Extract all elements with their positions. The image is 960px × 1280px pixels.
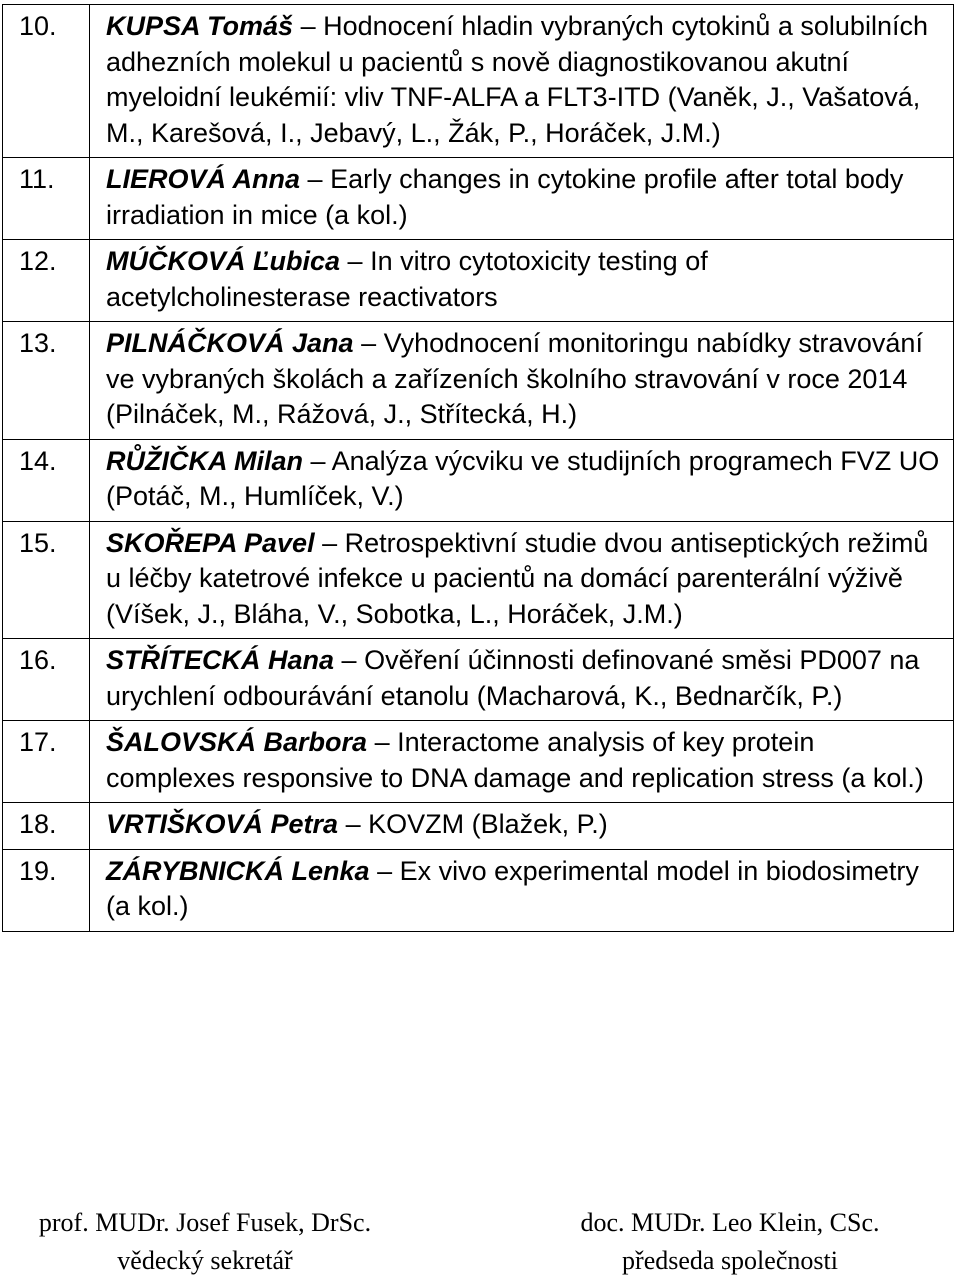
table-row xyxy=(3,240,954,322)
table-row xyxy=(3,721,954,803)
entry-number: 14. xyxy=(3,439,90,521)
program-table xyxy=(2,4,954,932)
entry-author: SKOŘEPA Pavel xyxy=(106,527,315,558)
signature-right-name: doc. MUDr. Leo Klein, CSc. xyxy=(580,1208,880,1237)
entry-text xyxy=(90,849,954,931)
entry-number: 13. xyxy=(3,322,90,440)
signature-right-role: předseda společnosti xyxy=(622,1246,838,1275)
entry-title: Ověření účinnosti definované směsi PD007 na urychlení odbourávání etanolu (Macharová, K., Bednarčík, P.) xyxy=(106,645,920,711)
entry-title: Interactome analysis of key protein complexes responsive to DNA damage and replication stress (a kol.) xyxy=(106,727,924,793)
entry-text xyxy=(90,639,954,721)
entry-text xyxy=(90,439,954,521)
entry-text xyxy=(90,521,954,639)
entry-title: In vitro cytotoxicity testing of acetylcholinesterase reactivators xyxy=(106,246,708,312)
table-row xyxy=(3,439,954,521)
entry-title: Vyhodnocení monitoringu nabídky stravování ve vybraných školách a zařízeních školního stravování v roce 2014 (Pilnáček, M., Rážová, J., Střítecká, H.) xyxy=(106,328,923,429)
entry-dash: – xyxy=(347,246,363,276)
entry-number: 17. xyxy=(3,721,90,803)
entry-text xyxy=(90,240,954,322)
entry-title: Analýza výcviku ve studijních programech FVZ UO (Potáč, M., Humlíček, V.) xyxy=(106,445,940,511)
entry-number: 15. xyxy=(3,521,90,639)
entry-text xyxy=(90,322,954,440)
program-table-body xyxy=(3,5,954,932)
entry-text xyxy=(90,721,954,803)
entry-author: LIEROVÁ Anna xyxy=(106,164,301,194)
entry-dash: – xyxy=(345,809,361,839)
entry-number: 10. xyxy=(3,5,90,158)
entry-title: Hodnocení hladin vybraných cytokinů a solubilních adhezních molekul u pacientů s nově diagnostikovanou akutní myeloidní leukémií: vliv TNF-ALFA a FLT3-ITD (Vaněk, J., Vašatová, M., Karešová, I., Jebavý, L., Žák, P., Horáček, J.M.) xyxy=(106,11,928,148)
entry-author: STŘÍTECKÁ Hana xyxy=(106,645,335,675)
entry-author: MÚČKOVÁ Ľubica xyxy=(106,246,341,276)
entry-dash: – xyxy=(374,727,390,757)
entry-number: 19. xyxy=(3,849,90,931)
entry-title: Retrospektivní studie dvou antiseptických režimů u léčby katetrové infekce u pacientů na domácí parenterální výživě (Víšek, J., Bláha, V., Sobotka, L., Horáček, J.M.) xyxy=(106,527,929,629)
table-row xyxy=(3,639,954,721)
entry-title: Ex vivo experimental model in biodosimetry (a kol.) xyxy=(106,855,919,921)
entry-dash: – xyxy=(361,328,377,358)
entry-author: ŠALOVSKÁ Barbora xyxy=(106,727,368,757)
entry-dash: – xyxy=(377,855,393,886)
table-row xyxy=(3,322,954,440)
entry-number: 16. xyxy=(3,639,90,721)
table-row xyxy=(3,521,954,639)
entry-title: Early changes in cytokine profile after total body irradiation in mice (a kol.) xyxy=(106,164,904,230)
entry-number: 18. xyxy=(3,803,90,850)
entry-dash: – xyxy=(300,11,316,41)
entry-number: 11. xyxy=(3,158,90,240)
table-row xyxy=(3,158,954,240)
entry-dash: – xyxy=(310,445,326,476)
entry-author: RŮŽIČKA Milan xyxy=(106,445,303,476)
entry-author: ZÁRYBNICKÁ Lenka xyxy=(106,855,370,886)
entry-author: VRTIŠKOVÁ Petra xyxy=(106,809,339,839)
entry-dash: – xyxy=(307,164,323,194)
entry-author: KUPSA Tomáš xyxy=(106,11,294,41)
signature-right xyxy=(510,1204,950,1280)
entry-text xyxy=(90,158,954,240)
entry-number: 12. xyxy=(3,240,90,322)
signature-left-role: vědecký sekretář xyxy=(117,1246,293,1275)
entry-author: PILNÁČKOVÁ Jana xyxy=(106,328,354,358)
entry-dash: – xyxy=(341,645,357,675)
table-row xyxy=(3,849,954,931)
signature-left xyxy=(0,1204,410,1280)
signature-left-name: prof. MUDr. Josef Fusek, DrSc. xyxy=(38,1208,372,1237)
entry-text xyxy=(90,5,954,158)
table-row xyxy=(3,803,954,850)
entry-text xyxy=(90,803,954,850)
entry-dash: – xyxy=(322,527,338,558)
entry-title: KOVZM (Blažek, P.) xyxy=(368,809,608,839)
table-row xyxy=(3,5,954,158)
